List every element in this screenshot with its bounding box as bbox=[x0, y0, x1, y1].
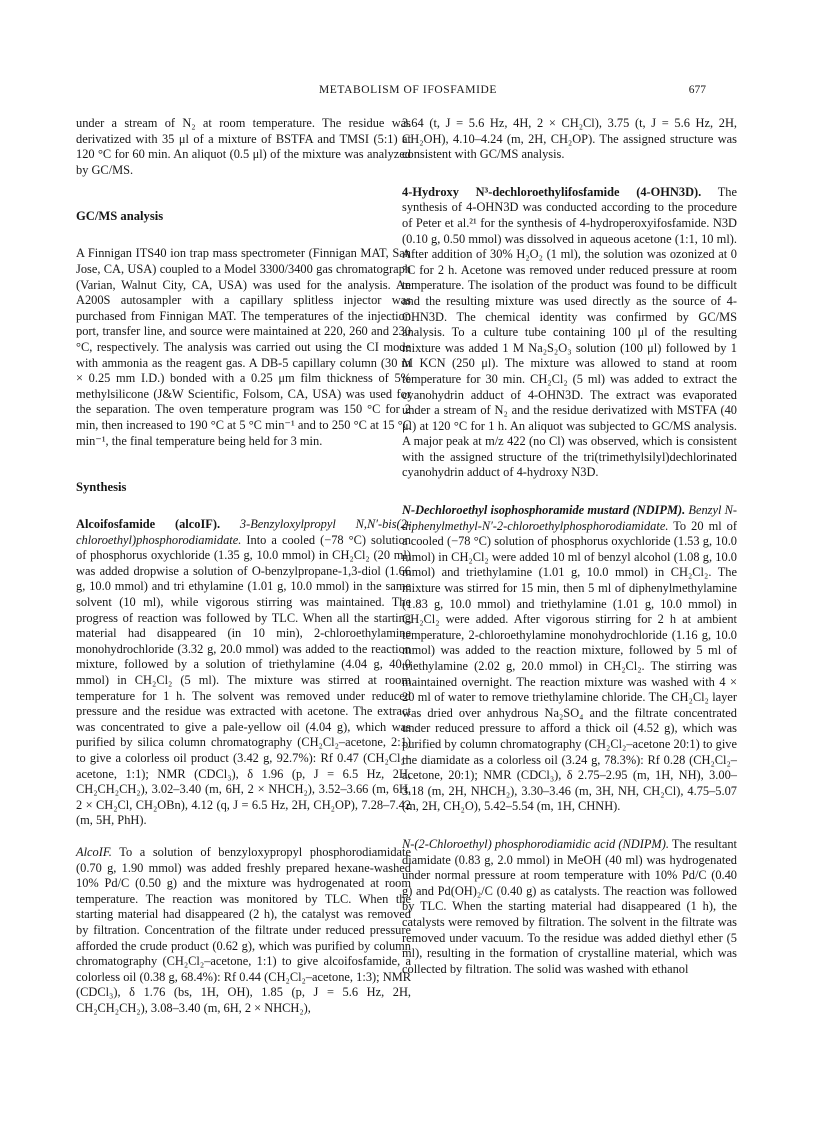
paragraph-alcoif bbox=[76, 845, 411, 1017]
page-number: 677 bbox=[688, 84, 706, 96]
running-title: METABOLISM OF IFOSFAMIDE bbox=[318, 84, 498, 96]
heading-synthesis: Synthesis bbox=[76, 480, 127, 495]
alcoif-body: To a solution of benzyloxypropyl phosphorodiamidate (0.70 g, 1.90 mmol) was added freshly prepared hexane-washed 10% Pd/C (0.50 g) and the mixture was hydrogenated at room temperature. The reaction was monitored by TLC. When the starting material had disappeared (2 h), the catalyst was removed by filtration. Concentration of the filtrate under reduced pressure afforded the crude product (0.62 g), which was purified by column chromatography (CH₂Cl₂–acetone, 1:1) to give alcoifosfamide, a colorless oil (0.38 g, 68.4%): Rf 0.44 (CH₂Cl₂–acetone, 1:3); NMR (CDCl₃), δ 1.76 (bs, 1H, OH), 1.85 (p, J = 5.6 Hz, 2H, CH₂CH₂CH₂), 3.08–3.40 (m, 6H, 2 × NHCH₂), bbox=[76, 844, 412, 1015]
4-ohn3d-body: The synthesis of 4-OHN3D was conducted according to the procedure of Peter et al.²¹ for the synthesis of 4-hydroperoxyifosfamide. N3D (0.10 g, 0.50 mmol) was dissolved in aqueous acetone (1:1, 10 ml). After addition of 30% H₂O₂ (1 ml), the solution was ozonized at 0 °C for 2 h. Acetone was removed under reduced pressure at room temperature. The isolation of the product was found to be difficult and the resulting mixture was used directly as the source of 4-OHN3D. The chemical identity was confirmed by GC/MS analysis. To a culture tube containing 100 μl of the resulting mixture was added 1 M Na₂S₂O₃ solution (100 μl) followed by 1 M KCN (250 μl). The mixture was allowed to stand at room temperature for 30 min. CH₂Cl₂ (5 ml) was added to extract the cyanohydrin adduct of 4-OHN3D. The extract was evaporated under a stream of N₂ and the residue derivatized with MSTFA (40 μl) at 120 °C for 1 h. An aliquot was subjected to GC/MS analysis. A major peak at m/z 422 (no Cl) was observed, which is consistent with the assigned structure of the tri(trimethylsilyl)dechlorinated cyanohydrin adduct of 4-hydroxy N3D. bbox=[402, 184, 737, 480]
run-head-phosphorodiamidic-acid: N-(2-Chloroethyl) phosphorodiamidic acid (NDIPM). bbox=[402, 836, 669, 851]
run-head-ndipm: N-Dechloroethyl isophosphoramide mustard (NDIPM). bbox=[402, 503, 686, 518]
paragraph-4-ohn3d bbox=[402, 185, 737, 481]
paragraph-phosphorodiamidic-acid bbox=[402, 837, 737, 977]
right-column bbox=[402, 116, 737, 977]
run-head-alcoifosfamide: Alcoifosfamide (alcoIF). bbox=[76, 517, 221, 532]
paragraph-continued-right: 3.64 (t, J = 5.6 Hz, 4H, 2 × CH₂Cl), 3.75 (t, J = 5.6 Hz, 2H, CH₂OH), 4.10–4.24 (m, 2H, CH₂OP). The assigned structure was consistent with GC/MS analysis. bbox=[402, 116, 737, 162]
alcoifosfamide-body: Into a cooled (−78 °C) solution of phosphorus oxychloride (1.35 g, 10.0 mmol) in CH₂Cl₂ (20 ml) was added dropwise a solution of O-benzylpropane-1,3-diol (1.66 g, 10.0 mmol) and tri ethylamine (1.01 g, 10.0 mmol) in the same solvent (10 ml), while vigorous stirring was maintained. The progress of reaction was followed by TLC. When all the starting material had disappeared (in 10 min), 2-chloroethylamine monohydrochloride (3.32 g, 20.0 mmol) was added to the reaction mixture, followed by a solution of triethylamine (4.04 g, 40.0 mmol) in CH₂Cl₂ (5 ml). The mixture was stirred at room temperature for 1 h. The solvent was removed under reduced pressure and the residue was extracted with acetone. The extract was concentrated to give a pale-yellow oil (4.04 g), which was purified by silica column chromatography (CH₂Cl₂–acetone, 2:1) to give a colorless oil product (3.42 g, 92.7%): Rf 0.47 (CH₂Cl₂–acetone, 1:1); NMR (CDCl₃), δ 1.96 (p, J = 6.5 Hz, 2H, CH₂CH₂CH₂), 3.02–3.40 (m, 6H, 2 × NHCH₂), 3.52–3.66 (m, 6H, 2 × CH₂Cl, CH₂OBn), 4.12 (q, J = 6.5 Hz, 2H, CH₂OP), 7.28–7.42 (m, 5H, PhH). bbox=[76, 532, 411, 828]
left-column bbox=[76, 116, 411, 1017]
paragraph-ndipm bbox=[402, 503, 737, 815]
compound-name-benzyl-diamidate: Benzyl N-diphenylmethyl-N′-2-chloroethylphosphorodiamidate. bbox=[402, 503, 737, 533]
heading-gcms-analysis: GC/MS analysis bbox=[76, 209, 164, 224]
paragraph-continued: under a stream of N₂ at room temperature. The residue was derivatized with 35 μl of a mixture of BSTFA and TMSI (5:1) at 120 °C for 60 min. An aliquot (0.5 μl) of the mixture was analyzed by GC/MS. bbox=[76, 116, 411, 177]
run-head-alcoif: AlcoIF. bbox=[76, 844, 112, 859]
phosphorodiamidic-acid-body: The resultant diamidate (0.83 g, 2.0 mmol) in MeOH (40 ml) was hydrogenated under normal pressure at room temperature with 10% Pd/C (0.40 g) and Pd(OH)₂/C (0.40 g) as catalysts. The reaction was followed by TLC. When the starting material had disappeared (1 h), the catalysts were removed by filtration. The solvent in the filtrate was removed under vacuum. To the residue was added diethyl ether (5 ml), resulting in the formation of crystalline material, which was collected by filtration. The solid was washed with ethanol bbox=[402, 836, 738, 976]
run-head-4-ohn3d: 4-Hydroxy N³-dechloroethylifosfamide (4-OHN3D). bbox=[402, 184, 702, 199]
running-header bbox=[0, 84, 816, 104]
paragraph-alcoifosfamide bbox=[76, 517, 411, 829]
ndipm-body: To 20 ml of a cooled (−78 °C) solution of phosphorus oxychloride (1.53 g, 10.0 mmol) in CH₂Cl₂ were added 10 ml of benzyl alcohol (1.08 g, 10.0 mmol) and triethylamine (1.01 g, 10.0 mmol) in CH₂Cl₂. The mixture was stirred for 15 min, then 5 ml of diphenylmethylamine (1.83 g, 10.0 mmol) and triethylamine (1.01 g, 10.0 mmol) in CH₂Cl₂ were added. After vigorous stirring for 2 h at ambient temperature, 2-chloroethylamine monohydrochloride (1.16 g, 10.0 mmol) was added to the reaction mixture, followed by 5 ml of triethylamine (2.02 g, 20.0 mmol) in CH₂Cl₂. The stirring was maintained overnight. The reaction mixture was washed with 4 × 20 ml of water to remove triethylamine chloride. The CH₂Cl₂ layer was dried over anhydrous Na₂SO₄ and the filtrate concentrated under reduced pressure to afford a thick oil (4.52 g), which was purified by column chromatography (CH₂Cl₂–acetone 20:1) to give the diamidate as a colorless oil (3.24 g, 78.3%): Rf 0.28 (CH₂Cl₂–acetone, 20:1); NMR (CDCl₃), δ 2.75–2.95 (m, 1H, NH), 3.00–3.18 (m, 2H, NHCH₂), 3.30–3.46 (m, 3H, NH, CH₂Cl), 4.75–5.07 (m, 2H, CH₂O), 5.42–5.54 (m, 1H, CHNH). bbox=[402, 518, 738, 814]
paragraph-gcms: A Finnigan ITS40 ion trap mass spectrometer (Finnigan MAT, San Jose, CA, USA) coupled to a Model 3300/3400 gas chromatograph (Varian, Walnut City, CA, USA) was used for the analysis. An A200S autosampler with a capillary splitless injector was purchased from Finnigan MAT. The temperatures of the injection port, transfer line, and source were maintained at 220, 260 and 230 °C, respectively. The analysis was carried out using the CI mode with ammonia as the reagent gas. A DB-5 capillary column (30 m × 0.25 mm I.D.) bonded with a 0.25 μm film thickness of 5% methylsilicone (J&W Scientific, Folsom, CA, USA) was used for the separation. The oven temperature program was 150 °C for 2 min, then increased to 190 °C at 5 °C min⁻¹ and to 250 °C at 15 °C min⁻¹, the final temperature being held for 3 min. bbox=[76, 246, 411, 448]
compound-name-benzyloxypropyl: 3-Benzyloxylpropyl N,N′-bis(2-chloroethyl)phosphorodiamidate. bbox=[76, 517, 411, 547]
